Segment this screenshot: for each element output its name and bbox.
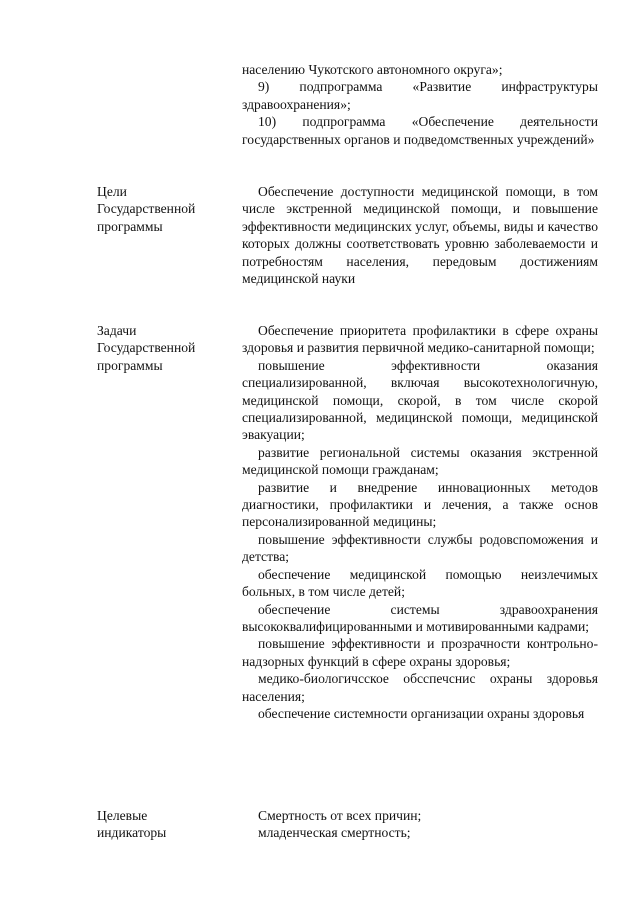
goals-label: Цели Государственной программы (97, 184, 196, 234)
paragraph: младенческая смертность; (258, 825, 411, 841)
paragraph: развитие региональной системы оказания экстренной медицинской помощи гражданам; (242, 444, 598, 478)
paragraph: развитие и внедрение инновационных методов диагностики, профилактики и лечения, а также основ персонализированной медицины; (242, 479, 598, 530)
paragraph: обеспечение системы здравоохранения высококвалифицированными и мотивированными кадрами; (242, 601, 598, 634)
paragraph: обеспечение медицинской помощью неизлечимых больных, в том числе детей; (242, 566, 598, 600)
paragraph: населению Чукотского автономного округа»; (242, 62, 503, 77)
paragraph: обеспечение системности организации охраны здоровья (258, 705, 585, 721)
paragraph: Обеспечение приоритета профилактики в сфере охраны здоровья и развития первичной медико-санитарной помощи; (242, 323, 598, 356)
goals-content (242, 183, 598, 287)
paragraph: 9) подпрограмма «Развитие инфраструктуры здравоохранения»; (242, 79, 598, 112)
subprogram-list-continuation (242, 61, 598, 148)
paragraph: повышение эффективности и прозрачности контрольно-надзорных функций в сфере охраны здоровья; (242, 636, 598, 669)
paragraph: повышение эффективности оказания специализированной, включая высокотехнологичную, медицинской помощи, скорой, в том числе скорой специализированной, медицинской помощи, медицинской эвакуации; (242, 357, 598, 443)
paragraph: Смертность от всех причин; (258, 808, 422, 823)
tasks-content (242, 322, 598, 722)
tasks-label: Задачи Государственной программы (97, 323, 196, 373)
indicators-content (242, 807, 598, 842)
paragraph: повышение эффективности службы родовспоможения и детства; (242, 531, 598, 565)
paragraph: Обеспечение доступности медицинской помощи, в том числе экстренной медицинской помощи, и повышение эффективности медицинских услуг, объемы, виды и качество которых должны соответствовать уровню заболеваемости и потребностям населения, передовым достижениям медицинской науки (242, 184, 598, 287)
indicators-label: Целевые индикаторы (97, 808, 167, 841)
paragraph: медико-биологичсское обсспечснис охраны здоровья населения; (242, 671, 598, 704)
paragraph: 10) подпрограмма «Обеспечение деятельности государственных органов и подведомственных учреждений» (242, 114, 598, 147)
